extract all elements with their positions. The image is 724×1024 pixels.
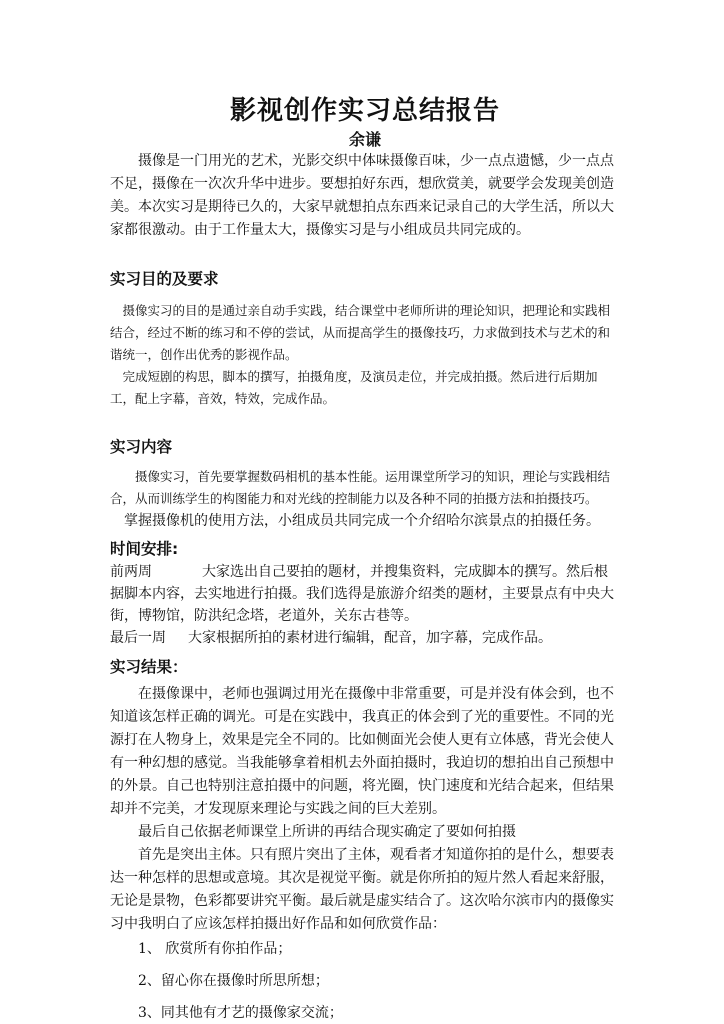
schedule-row-1 — [110, 561, 620, 627]
goals-paragraph-1: 摄像实习的目的是通过亲自动手实践，结合课堂中老师所讲的理论知识，把理论和实践相结合，经过不断的练习和不停的尝试，从而提高学生的摄像技巧，力求做到技术与艺术的和谐统一，创作出优秀的影视作品。 — [110, 303, 611, 362]
content-paragraph-1: 摄像实习，首先要掌握数码相机的基本性能。运用课堂所学习的知识，理论与实践相结合，从而训练学生的构图能力和对光线的控制能力以及各种不同的拍摄方法和拍摄技巧。 — [110, 469, 611, 506]
document-page — [110, 92, 620, 1024]
section-heading-content: 实习内容 — [110, 438, 173, 456]
schedule-label-2: 最后一周 — [110, 630, 166, 646]
author-name: 余谦 — [348, 130, 381, 149]
results-list-item-1: 1、 欣赏所有你拍作品； — [138, 941, 292, 957]
results-list-item-3: 3、同其他有才艺的摄像家交流； — [138, 1005, 343, 1021]
section-heading-results: 实习结果： — [110, 658, 188, 676]
schedule-text-1: 大家选出自己要拍的题材，并搜集资料，完成脚本的撰写。然后根据脚本内容，去实地进行拍摄。我们选得是旅游介绍类的题材，主要景点有中央大街，博物馆，防洪纪念塔，老道外，关东古巷等。 — [110, 564, 614, 624]
results-paragraph-3: 首先是突出主体。只有照片突出了主体，观看者才知道你拍的是什么，想要表达一种怎样的思想或意境。其次是视觉平衡。就是你所拍的短片然人看起来舒服，无论是景物，色彩都要讲究平衡。最后就是虚实结合了。这次哈尔滨市内的摄像实习中我明白了应该怎样拍摄出好作品和如何欣赏作品： — [110, 847, 614, 932]
section-heading-schedule: 时间安排: — [110, 540, 179, 558]
schedule-row-2 — [110, 627, 620, 649]
content-paragraph-2: 掌握摄像机的使用方法，小组成员共同完成一个介绍哈尔滨景点的拍摄任务。 — [124, 513, 600, 529]
results-list-item-2: 2、留心你在摄像时所思所想； — [138, 973, 329, 989]
results-paragraph-2: 最后自己依据老师课堂上所讲的再结合现实确定了要如何拍摄 — [138, 824, 516, 840]
intro-paragraph: 摄像是一门用光的艺术，光影交织中体味摄像百味，少一点点遗憾，少一点点不足，摄像在一次次升华中进步。要想拍好东西，想欣赏美，就要学会发现美创造美。本次实习是期待已久的，大家早就想拍点东西来记录自己的大学生活，所以大家都很激动。由于工作量太大，摄像实习是与小组成员共同完成的。 — [110, 153, 614, 238]
goals-paragraph-2: 完成短剧的构思，脚本的撰写，拍摄角度，及演员走位，并完成拍摄。然后进行后期加工，配上字幕，音效，特效，完成作品。 — [110, 369, 598, 406]
results-paragraph-1: 在摄像课中，老师也强调过用光在摄像中非常重要，可是并没有体会到，也不知道该怎样正确的调光。可是在实践中，我真正的体会到了光的重要性。不同的光源打在人物身上，效果是完全不同的。比如侧面光会使人更有立体感，背光会使人有一种幻想的感觉。当我能够拿着相机去外面拍摄时，我迫切的想拍出自己预想中的外景。自己也特别注意拍摄中的问题，将光圈，快门速度和光结合起来，但结果却并不完美，才发现原来理论与实践之间的巨大差别。 — [110, 686, 614, 817]
schedule-label-1: 前两周 — [110, 564, 152, 580]
schedule-text-2: 大家根据所拍的素材进行编辑，配音，加字幕，完成作品。 — [188, 630, 552, 646]
document-title: 影视创作实习总结报告 — [229, 96, 500, 126]
section-heading-goals: 实习目的及要求 — [110, 270, 219, 288]
